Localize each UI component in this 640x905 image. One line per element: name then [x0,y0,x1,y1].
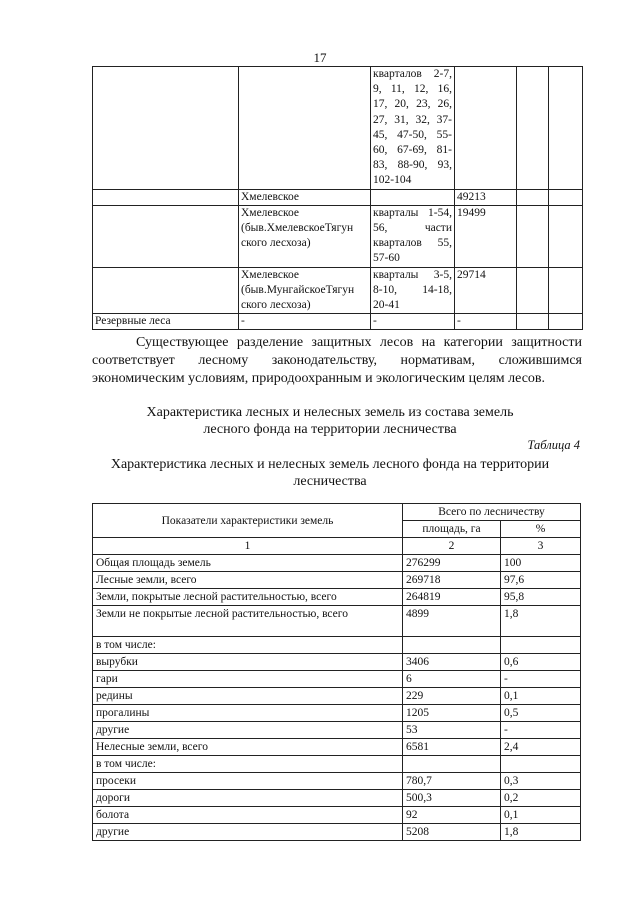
column-header: % [501,521,581,538]
table-row: дороги 500,3 0,2 [93,790,581,807]
quarters-cell: кварталы 1-54, 56, части кварталов 55, 57-60 [371,205,455,267]
forestry-cell: Хмелевское (быв.ХмелевскоеТягун ского лесхоза) [239,205,371,267]
column-header: Показатели характеристики земель [93,504,403,538]
quarters-cell [371,189,455,205]
table-row: гари 6 - [93,671,581,688]
land-characteristics-table [92,503,581,841]
table-row: Земли не покрытые лесной растительностью, всего 4899 1,8 [93,606,581,637]
table-row: Резервные леса - - - [93,314,583,330]
table-row: другие 5208 1,8 [93,824,581,841]
column-number-row: 1 2 3 [93,538,581,555]
table-row: вырубки 3406 0,6 [93,654,581,671]
quarters-cell: кварталов 2-7, 9, 11, 12, 16, 17, 20, 23, 26, 27, 31, 32, 37- 45, 47-50, 55- 60, 67-69, 81- 83, 88-90, 93, 102-104 [371,67,455,190]
column-header: Всего по лесничеству [403,504,581,521]
table-row [93,189,583,205]
table-row: Общая площадь земель 276299 100 [93,555,581,572]
table-row: Земли, покрытые лесной растительностью, всего 264819 95,8 [93,589,581,606]
table-row [93,205,583,267]
table-caption: Таблица 4 [527,438,580,452]
table-row: просеки 780,7 0,3 [93,773,581,790]
table-row: Нелесные земли, всего 6581 2,4 [93,739,581,756]
section-heading: Характеристика лесных и нелесных земель из состава земель лесного фонда на территории лесничества [146,405,514,437]
table-row: редины 229 0,1 [93,688,581,705]
table-row [93,267,583,314]
category-cell: Резервные леса [93,314,239,330]
table-title: Характеристика лесных и нелесных земель лесного фонда на территории лесничества [110,457,550,489]
table-row: Лесные земли, всего 269718 97,6 [93,572,581,589]
body-paragraph: Существующее разделение защитных лесов на категории защитности соответствует лесному законодательству, нормативам, сложившимся экономическим условиям, природоохранным и экологическим целям лесов. [92,335,582,386]
table-header-row [93,504,581,521]
table-row: в том числе: [93,637,581,654]
forestry-cell: Хмелевское [239,189,371,205]
protective-forests-table [92,66,583,330]
table-row [93,67,583,190]
table-row: другие 53 - [93,722,581,739]
table-row: болота 92 0,1 [93,807,581,824]
table-row: прогалины 1205 0,5 [93,705,581,722]
column-header: площадь, га [403,521,501,538]
area-cell: 49213 [455,189,517,205]
area-cell: 29714 [455,267,517,314]
quarters-cell: кварталы 3-5, 8-10, 14-18, 20-41 [371,267,455,314]
page-number: 17 [313,50,327,65]
area-cell: 19499 [455,205,517,267]
table-row: в том числе: [93,756,581,773]
forestry-cell: Хмелевское (быв.МунгайскоеТягун ского лесхоза) [239,267,371,314]
